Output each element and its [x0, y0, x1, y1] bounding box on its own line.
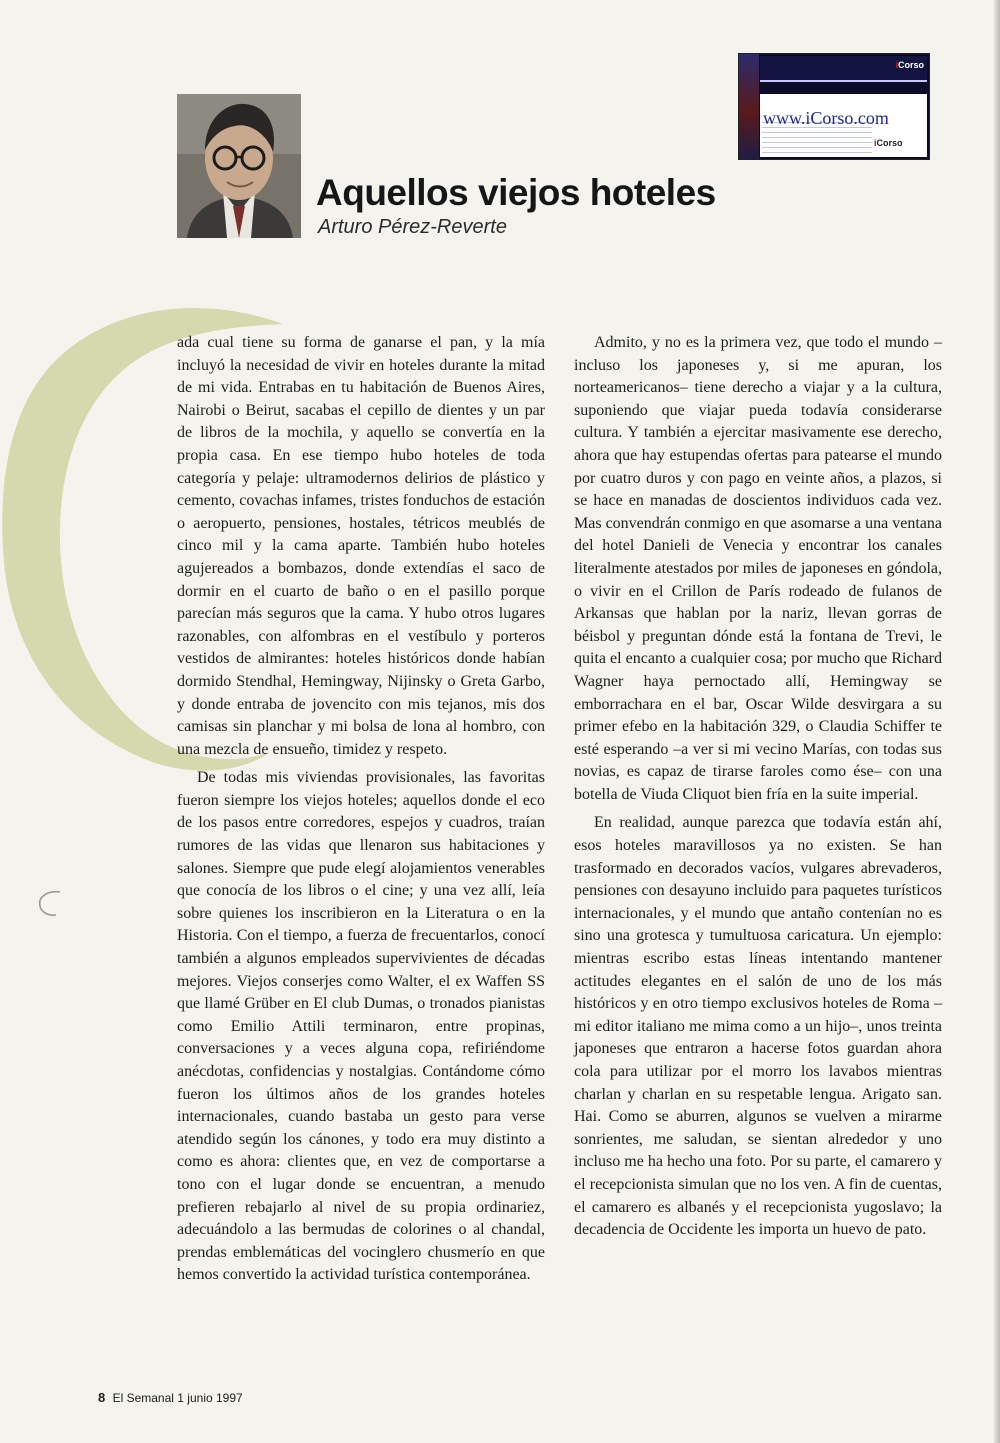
page-footer [98, 1390, 243, 1405]
screenshot-header [760, 56, 927, 82]
page-edge [994, 0, 1000, 1443]
brand-logo: iCorso [874, 138, 903, 148]
publication-name: El Semanal [112, 1391, 174, 1405]
body-paragraph: Admito, y no es la primera vez, que todo el mundo –incluso los japoneses y, si me apuran, los norteamericanos– tiene derecho a viajar y a la cultura, suponiendo que viajar pueda todavía considerarse cultura. Y también a ejercitar masivamente ese derecho, ahora que hay estupendas ofertas para patearse el mundo por cuatro duros y con pago en veinte años, a plazos, si se hace en manadas de doscientos individuos cada vez. Mas convendrán conmigo en que asomarse a una ventana del hotel Danieli de Venecia y encontrar los canales literalmente atestados por miles de japoneses en góndola, o vivir en el Crillon de París rodeado de fulanos de Arkansas que hablan por la nariz, llevan gorras de béisbol y preguntan dónde está la fontana de Trevi, le quita el encanto a cualquier cosa; por mucho que Richard Wagner haya pernoctado allí, Hemingway se emborrachara en el bar, Oscar Wilde desvirgara a su primer efebo en la habitación 329, o Claudia Schiffer te esté esperando –a ver si mi vecino Marías, con todas sus novias, es capaz de tirarse faroles como ése– con una botella de Viuda Cliquot bien fría en la suite imperial. [574, 334, 942, 803]
author-portrait [177, 94, 301, 238]
website-screenshot [738, 53, 930, 160]
issue-date: 1 junio 1997 [177, 1391, 243, 1405]
body-paragraph: De todas mis viviendas provisionales, las favoritas fueron siempre los viejos hoteles; aquellos donde el eco de los pasos entre corredores, espejos y cuadros, traían rumores de las vidas que llenaron sus habitaciones y salones. Siempre que pude elegí alojamientos venerables que conocía de los libros o el cine; y una vez allí, leía sobre quienes los inscribieron en la Literatura o en la Historia. Con el tiempo, a fuerza de frecuentarlos, conocí también a algunos empleados supervivientes de décadas mejores. Viejos conserjes como Walter, el ex Waffen SS que llamé Grüber en El club Dumas, o tronados pianistas como Emilio Attili terminaron, entre propinas, conversaciones y a veces alguna copa, refiriéndome anécdotas, confidencias y nostalgias. Contándome cómo fueron los últimos años de los grandes hoteles internacionales, cuando bastaba un gesto para verse atendido según los cánones, y todo era muy distinto a como es ahora: clientes que, en vez de comportarse a tono con el lugar donde se encuentran, a menudo prefieren rebajarlo al nivel de su propia ordinariez, adecuándolo a las bermudas de colorines o al chandal, prendas emblemáticas del vocinglero chusmerío en que hemos convertido la actividad turística contemporánea. [177, 769, 545, 1284]
body-paragraph: ada cual tiene su forma de ganarse el pan, y la mía incluyó la necesidad de vivir en hoteles durante la mitad de mi vida. Entrabas en tu habitación de Buenos Aires, Nairobi o Beirut, sacabas el cepillo de dientes y un par de libros de la mochila, y aquello se convertía en la propia casa. En ese tiempo hubo hoteles de toda categoría y pelaje: ultramodernos delirios de plástico y cemento, covachas infames, tristes fonduchos de estación o aeropuerto, pensiones, hostales, tétricos meublés de cinco mil y la cama aparte. También hubo hoteles agujereados a bombazos, donde extendías el saco de dormir en el cuarto de baño o en el pasillo porque parecían más seguros que la cama. Y hubo otros lugares razonables, con alfombras en el vestíbulo y porteros vestidos de almirantes: hoteles históricos donde habían dormido Stendhal, Hemingway, Nijinsky o Greta Garbo, y donde entraba de jovencito con mis tejanos, mis dos camisas sin planchar y mi bolsa de lona al hombro, con una mezcla de ensueño, timidez y respeto. [177, 334, 545, 758]
brand-logo: iCorso [895, 60, 924, 70]
website-url: www.iCorso.com [763, 108, 889, 128]
page-number: 8 [98, 1390, 106, 1405]
screenshot-sidebar [739, 54, 759, 159]
punch-hole [36, 888, 62, 918]
article-author: Arturo Pérez-Reverte [318, 216, 507, 238]
text-column-right [574, 332, 942, 1242]
text-column-left [177, 332, 545, 1287]
article-title: Aquellos viejos hoteles [316, 172, 716, 213]
body-paragraph: En realidad, aunque parezca que todavía están ahí, esos hoteles maravillosos ya no existen. Se han trasformado en decorados vacíos, vulgares abrevaderos, pensiones con desayuno incluido para paquetes turísticos internacionales, y el mundo que antaño contenían no es sino una grotesca y tumultuosa caricatura. Un ejemplo: mientras escribo estas líneas intentando mantener actitudes elegantes en el salón de uno de los más históricos y en otro tiempo exclusivos hoteles de Roma –mi editor italiano me mima como a un hijo–, unos treinta japoneses que entraron a hacerse fotos guardan ahora cola para utilizar por el morro los lavabos mientras charlan y charlan en su respetable lengua. Arigato san. Hai. Como se aburren, algunos se vuelven a mirarme sonrientes, me saludan, se sientan alrededor y uno incluso me ha hecho una foto. Por su parte, el camarero y el recepcionista simulan que no los ven. A fin de cuentas, el camarero es albanés y el recepcionista yugoslavo; la decadencia de Occidente les importa un huevo de pato. [574, 814, 942, 1239]
